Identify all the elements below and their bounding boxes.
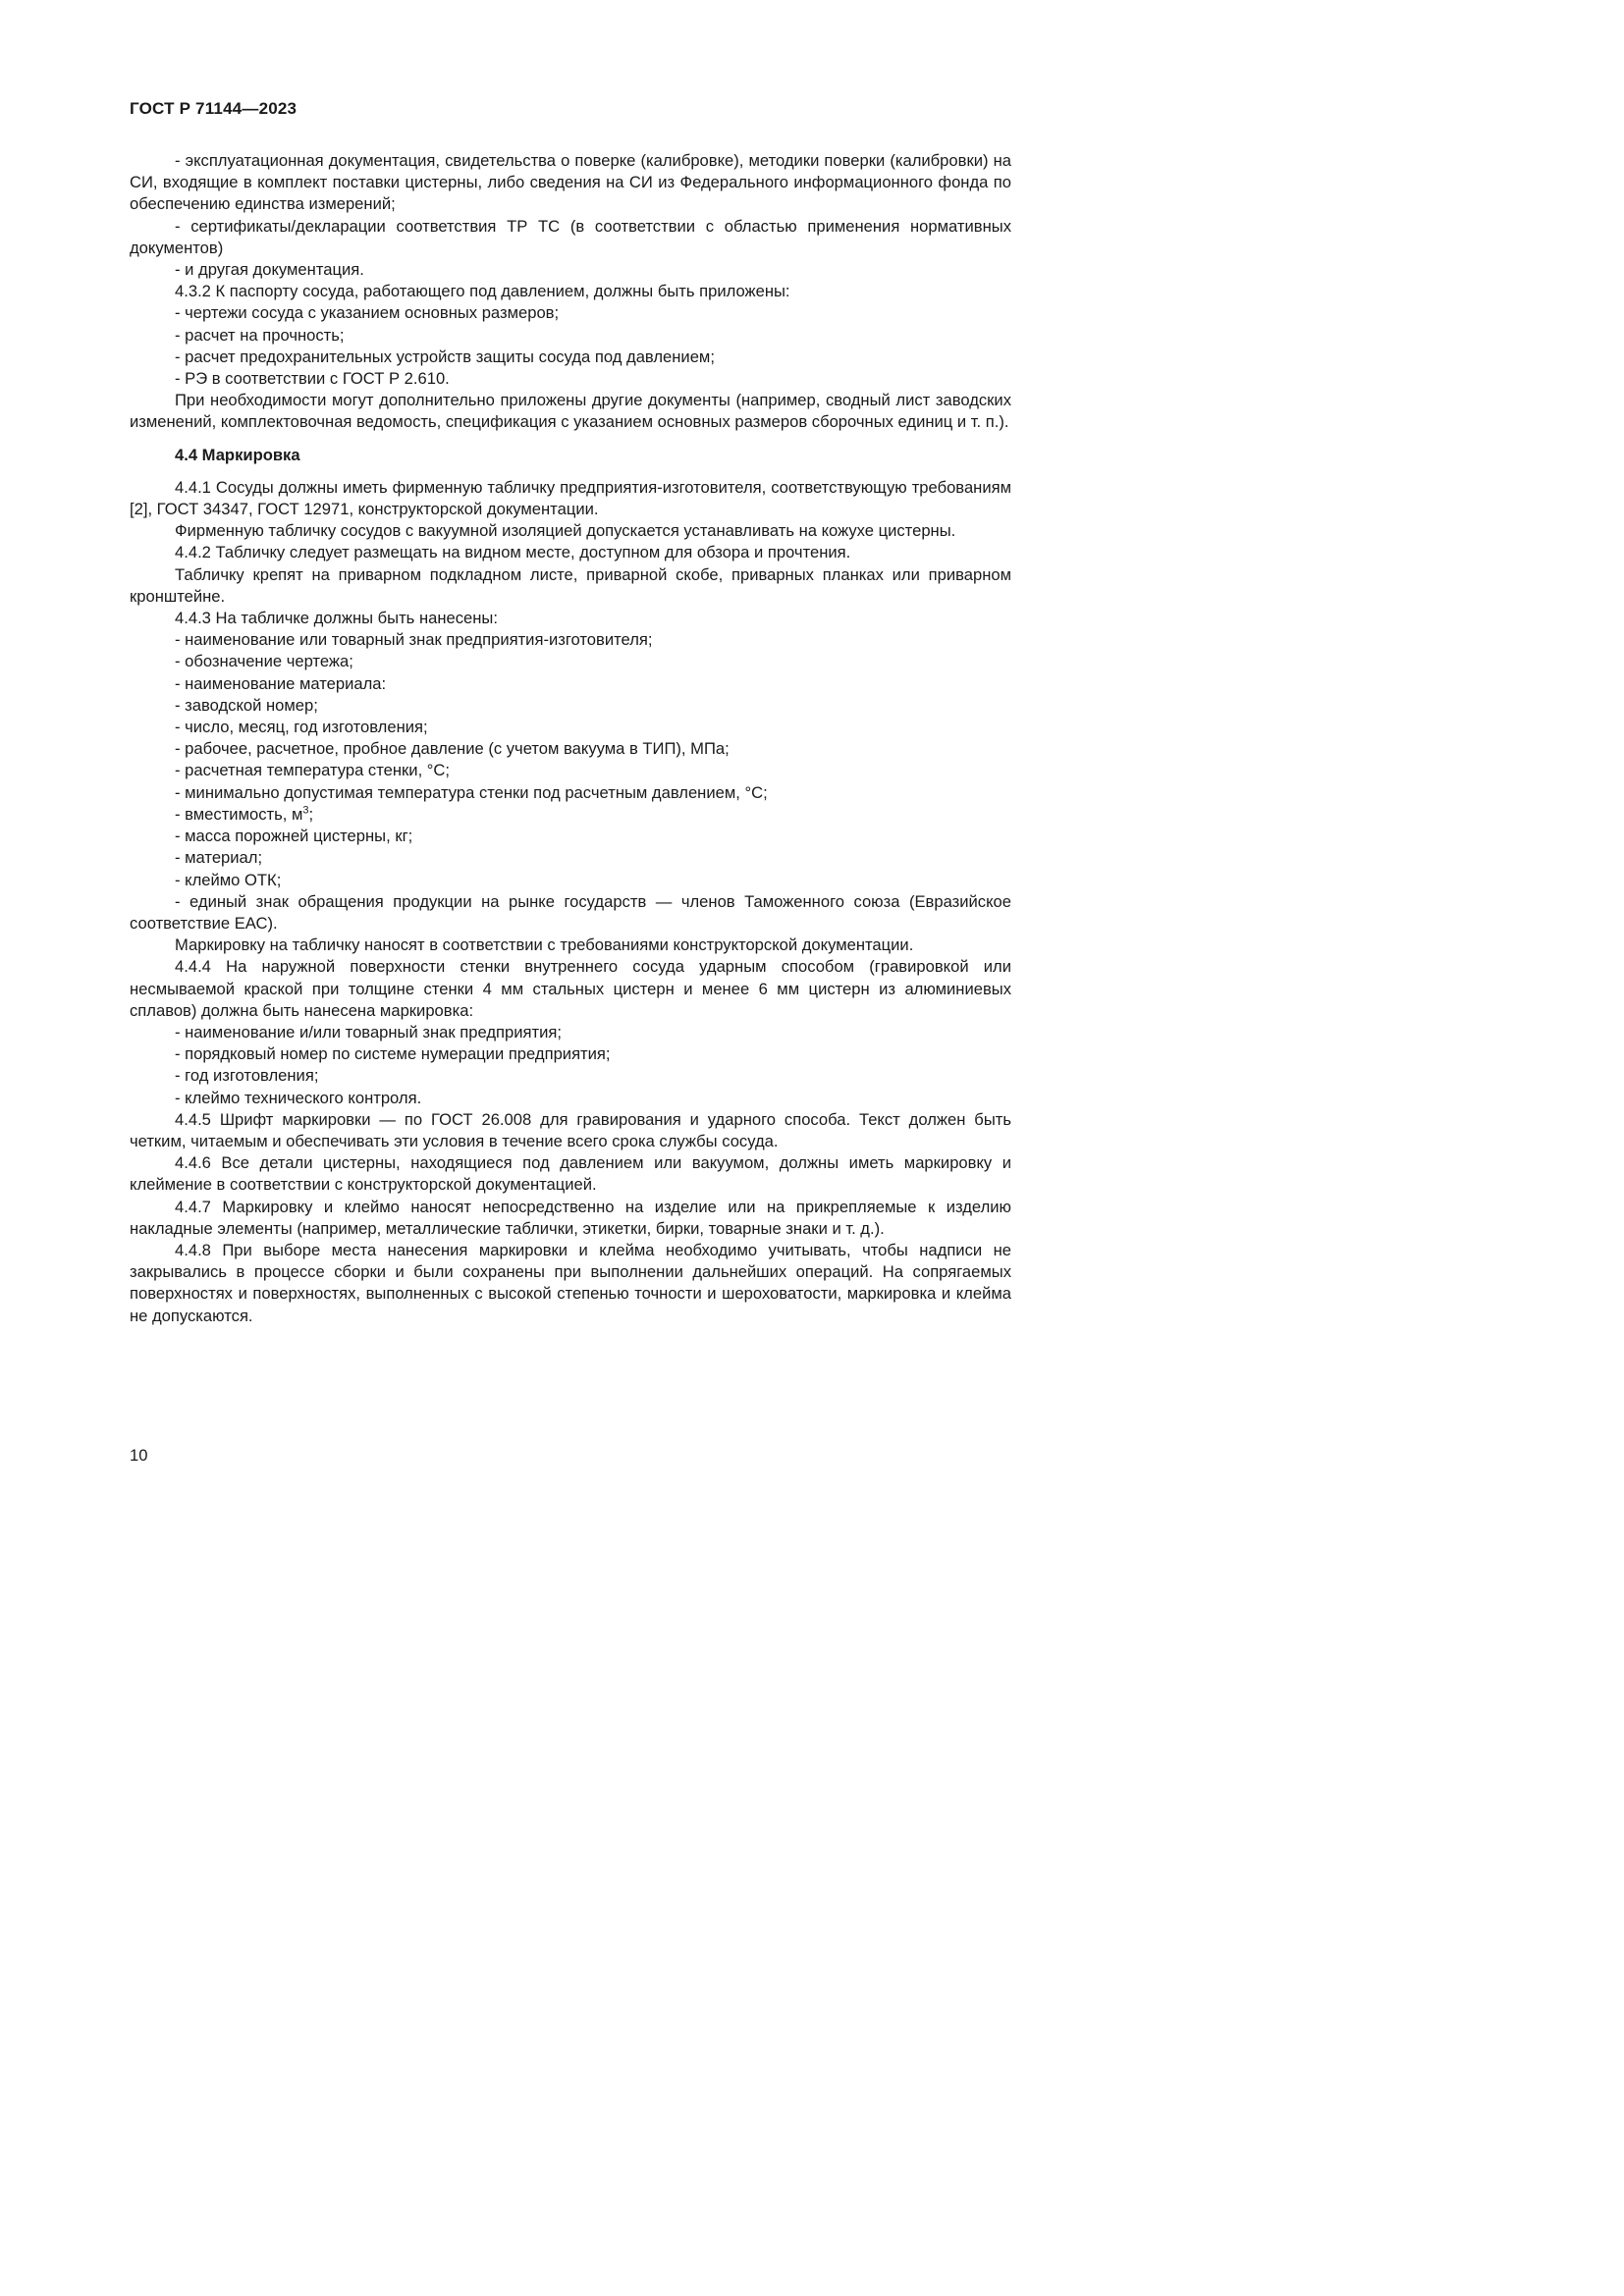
- paragraph: 4.4.5 Шрифт маркировки — по ГОСТ 26.008 для гравирования и ударного способа. Текст должен быть четким, читаемым и обеспечивать эти условия в течение всего срока службы сосуда.: [130, 1109, 1011, 1150]
- paragraph: 4.3.2 К паспорту сосуда, работающего под давлением, должны быть приложены:: [175, 282, 790, 301]
- paragraph: 4.4.1 Сосуды должны иметь фирменную табличку предприятия-изготовителя, соответствующую требованиям [2], ГОСТ 34347, ГОСТ 12971, конструкторской документации.: [130, 477, 1011, 519]
- volume-suffix: ;: [308, 804, 314, 824]
- paragraph: - эксплуатационная документация, свидетельства о поверке (калибровке), методики поверки (калибровки) на СИ, входящие в комплект поставки цистерны, либо сведения на СИ из Федерального информационного фонда по обеспечению единства измерений;: [130, 151, 1011, 214]
- list-item: - порядковый номер по системе нумерации предприятия;: [175, 1044, 611, 1064]
- list-item: - наименование и/или товарный знак предприятия;: [175, 1022, 562, 1041]
- volume-superscript: 3: [302, 804, 309, 817]
- list-item: - клеймо технического контроля.: [175, 1088, 422, 1107]
- list-item: - клеймо ОТК;: [175, 870, 282, 889]
- list-item: - расчет предохранительных устройств защиты сосуда под давлением;: [175, 347, 715, 366]
- paragraph: 4.4.6 Все детали цистерны, находящиеся под давлением или вакуумом, должны иметь маркировку и клеймение в соответствии с конструкторской документацией.: [130, 1153, 1011, 1195]
- page-number: 10: [130, 1446, 148, 1465]
- paragraph: При необходимости могут дополнительно приложены другие документы (например, сводный лист заводских изменений, комплектовочная ведомость, спецификация с указанием основных размеров сборочных единиц и т. п.).: [130, 391, 1011, 432]
- list-item: - чертежи сосуда с указанием основных размеров;: [175, 303, 560, 323]
- list-item: - расчет на прочность;: [175, 325, 345, 345]
- paragraph: 4.4.2 Табличку следует размещать на видном месте, доступном для обзора и прочтения.: [175, 543, 851, 562]
- list-item: - масса порожней цистерны, кг;: [175, 827, 413, 846]
- document-code-header: ГОСТ Р 71144—2023: [130, 99, 298, 118]
- paragraph: - сертификаты/декларации соответствия ТР ТС (в соответствии с областью применения нормативных документов): [130, 216, 1011, 257]
- list-item: - наименование материала:: [175, 673, 387, 693]
- list-item: - заводской номер;: [175, 695, 318, 715]
- list-item: - год изготовления;: [175, 1066, 319, 1086]
- list-item: - рабочее, расчетное, пробное давление (с учетом вакуума в ТИП), МПа;: [175, 739, 730, 759]
- list-item: - число, месяц, год изготовления;: [175, 718, 428, 737]
- paragraph: 4.4.4 На наружной поверхности стенки внутреннего сосуда ударным способом (гравировкой или несмываемой краской при толщине стенки 4 мм стальных цистерн и менее 6 мм цистерн из алюминиевых сплавов) должна быть нанесена маркировка:: [130, 957, 1011, 1020]
- list-item: - материал;: [175, 848, 263, 868]
- list-item: - наименование или товарный знак предприятия-изготовителя;: [175, 630, 653, 650]
- list-item: - единый знак обращения продукции на рынке государств — членов Таможенного союза (Евразийское соответствие ЕАС).: [130, 891, 1011, 933]
- paragraph: Табличку крепят на приварном подкладном листе, приварной скобе, приварных планках или приварном кронштейне.: [130, 564, 1011, 606]
- list-item: - РЭ в соответствии с ГОСТ Р 2.610.: [175, 369, 450, 389]
- section-heading: 4.4 Маркировка: [175, 445, 300, 464]
- document-body: [130, 150, 1011, 1327]
- volume-text: - вместимость, м: [175, 804, 303, 824]
- paragraph: 4.4.7 Маркировку и клеймо наносят непосредственно на изделие или на прикрепляемые к изделию накладные элементы (например, металлические таблички, этикетки, бирки, товарные знаки и т. д.).: [130, 1197, 1011, 1238]
- list-item: - минимально допустимая температура стенки под расчетным давлением, °С;: [175, 782, 768, 802]
- paragraph: - и другая документация.: [175, 260, 364, 280]
- paragraph: 4.4.8 При выборе места нанесения маркировки и клейма необходимо учитывать, чтобы надписи не закрывались в процессе сборки и были сохранены при выполнении дальнейших операций. На сопрягаемых поверхностях и поверхностях, выполненных с высокой степенью точности и шероховатости, маркировка и клейма не допускаются.: [130, 1240, 1011, 1325]
- paragraph: 4.4.3 На табличке должны быть нанесены:: [175, 609, 498, 628]
- list-item: - обозначение чертежа;: [175, 652, 353, 671]
- list-item: - расчетная температура стенки, °С;: [175, 761, 451, 780]
- list-item-volume: [130, 804, 1011, 826]
- paragraph: Фирменную табличку сосудов с вакуумной изоляцией допускается устанавливать на кожухе цистерны.: [175, 521, 956, 541]
- paragraph: Маркировку на табличку наносят в соответствии с требованиями конструкторской документации.: [175, 935, 914, 955]
